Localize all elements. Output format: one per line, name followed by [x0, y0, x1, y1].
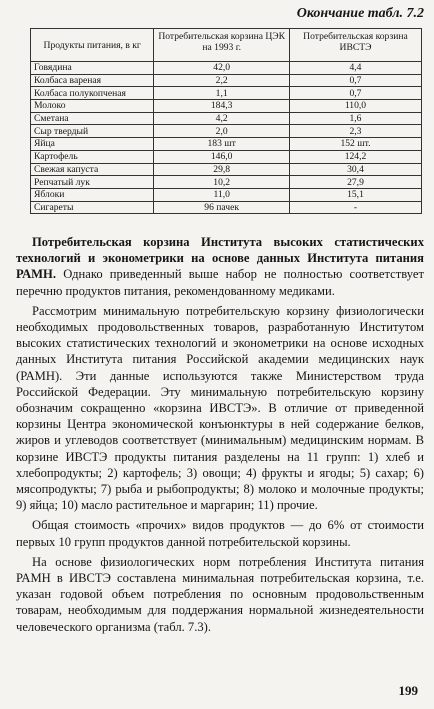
cell-product: Говядина [31, 62, 154, 75]
table-row [31, 150, 422, 163]
table-row [31, 125, 422, 138]
cell-cek: 42,0 [154, 62, 290, 75]
cell-ivste: 15,1 [289, 188, 421, 201]
cell-cek: 2,2 [154, 74, 290, 87]
cell-ivste: 30,4 [289, 163, 421, 176]
cell-cek: 96 пачек [154, 201, 290, 214]
cell-product: Картофель [31, 150, 154, 163]
cell-ivste: 0,7 [289, 87, 421, 100]
table-row [31, 87, 422, 100]
table-row-last [31, 201, 422, 214]
paragraph-3: Общая стоимость «прочих» видов продуктов — до 6% от стоимости первых 10 групп продуктов данной потребительской корзины. [16, 518, 424, 549]
table-header-row [31, 29, 422, 62]
cell-product: Колбаса полукопченая [31, 87, 154, 100]
cell-ivste: 152 шт. [289, 138, 421, 151]
table-row [31, 188, 422, 201]
cell-product: Сметана [31, 112, 154, 125]
header-ivste-basket: Потребительская корзина ИВСТЭ [289, 29, 421, 62]
cell-product: Сигареты [31, 201, 154, 214]
cell-product: Свежая капуста [31, 163, 154, 176]
table-body [31, 62, 422, 214]
paragraph-1 [16, 234, 424, 299]
body-text [16, 234, 424, 635]
food-basket-table [30, 28, 422, 214]
cell-ivste: 27,9 [289, 176, 421, 189]
table-row [31, 100, 422, 113]
table-caption: Окончание табл. 7.2 [296, 6, 424, 21]
cell-ivste: 1,6 [289, 112, 421, 125]
paragraph-2: Рассмотрим минимальную потребительскую корзину физиологически необходимых продовольственных товаров, разработанную Институтом высоких статистических технологий и эконометрики на основе исходных данных Института питания Российской академии медицинских наук (РАМН). Эти данные используются также Министерством труда Российской Федерации. Эту минимальную потребительскую корзину обозначим сокращенно «корзина ИВСТЭ». В отличие от приведенной корзины Центра экономической конъюнктуры в ней содержание белков, жиров и углеводов соответствует (минимальным) медицинским нормам. В корзине ИВСТЭ продукты питания разделены на 11 групп: 1) хлеб и хлебопродукты; 2) картофель; 3) овощи; 4) фрукты и ягоды; 5) сахар; 6) мясопродукты; 7) рыба и рыбопродукты; 8) молоко и молочные продукты; 9) яйца; 10) масло растительное и маргарин; 11) прочие. [16, 303, 424, 513]
cell-cek: 4,2 [154, 112, 290, 125]
cell-product: Яблоки [31, 188, 154, 201]
cell-product: Сыр твердый [31, 125, 154, 138]
page-number: 199 [398, 683, 418, 698]
cell-cek: 184,3 [154, 100, 290, 113]
table-row [31, 163, 422, 176]
table-row [31, 176, 422, 189]
table-row [31, 112, 422, 125]
cell-cek: 2,0 [154, 125, 290, 138]
cell-cek: 146,0 [154, 150, 290, 163]
cell-product: Молоко [31, 100, 154, 113]
cell-ivste: 110,0 [289, 100, 421, 113]
cell-ivste: 124,2 [289, 150, 421, 163]
table-row [31, 74, 422, 87]
cell-ivste: 0,7 [289, 74, 421, 87]
cell-ivste: - [289, 201, 421, 214]
table-row [31, 62, 422, 75]
cell-ivste: 4,4 [289, 62, 421, 75]
header-products: Продукты питания, в кг [31, 29, 154, 62]
cell-cek: 10,2 [154, 176, 290, 189]
cell-product: Яйца [31, 138, 154, 151]
cell-cek: 1,1 [154, 87, 290, 100]
cell-cek: 11,0 [154, 188, 290, 201]
cell-cek: 29,8 [154, 163, 290, 176]
paragraph-4: На основе физиологических норм потребления Института питания РАМН в ИВСТЭ составлена минимальная потребительская корзина, т.е. указан годовой объем потребления по основным продовольственным товарам, необходимым для поддержания нормальной жизнедеятельности человеческого организма (табл. 7.3). [16, 554, 424, 634]
cell-product: Репчатый лук [31, 176, 154, 189]
cell-ivste: 2,3 [289, 125, 421, 138]
header-cek-basket: Потребительская корзина ЦЭК на 1993 г. [154, 29, 290, 62]
paragraph-1-rest: Однако приведенный выше набор не полностью соответствует перечню продуктов питания, рекомендованному медиками. [16, 267, 424, 298]
cell-product: Колбаса вареная [31, 74, 154, 87]
table-row [31, 138, 422, 151]
cell-cek: 183 шт [154, 138, 290, 151]
paragraph-1-bold: Потребительская корзина Института высоких статистических технологий и эконометрики на основе данных Института питания РАМН. [16, 235, 424, 282]
